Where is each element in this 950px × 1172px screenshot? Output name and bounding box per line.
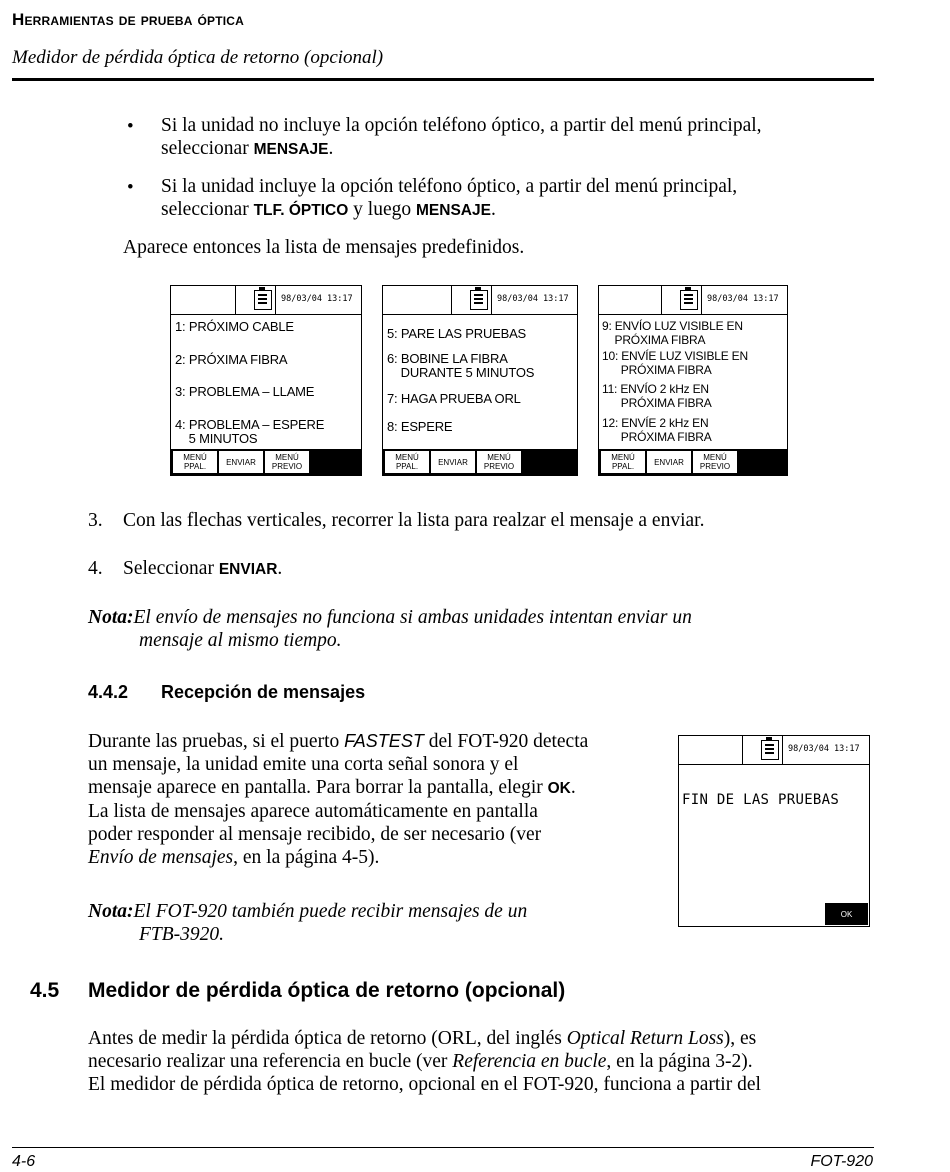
status-bar [171,286,361,315]
step-number: 4. [88,558,103,579]
note: Nota:El envío de mensajes no funciona si ambas unidades intentan enviar un mensaje al mismo tiempo. [88,607,692,651]
message-line: 3: PROBLEMA – LLAME [175,384,315,399]
bullet-line: Si la unidad incluye la opción teléfono óptico, a partir del menú principal, [161,176,738,197]
message-line: PRÓXIMA FIBRA [602,363,712,377]
message-line: 2: PRÓXIMA FIBRA [175,352,288,367]
message-line: 5: PARE LAS PRUEBAS [387,326,527,341]
note-label: Nota: [88,901,134,922]
battery-icon [470,290,488,310]
softkey-bar [599,449,787,475]
step-text: Seleccionar ENVIAR. [123,558,283,579]
cross-reference: Envío de mensajes [88,847,234,868]
key-label: MENSAJE [253,141,329,158]
status-bar [383,286,577,315]
softkey-main-menu[interactable]: MENÚ PPAL. [601,451,645,473]
device-screen [678,735,870,927]
message-line: 10: ENVÍE LUZ VISIBLE EN [602,349,748,363]
message-line: 11: ENVÍO 2 kHz EN [602,382,709,396]
status-bar [679,736,869,765]
datetime: 98/03/04 13:17 [707,294,779,304]
softkey-main-menu[interactable]: MENÚ PPAL. [385,451,429,473]
softkey-send[interactable]: ENVIAR [647,451,691,473]
header-rule [12,78,874,81]
message-line: 1: PRÓXIMO CABLE [175,319,294,334]
battery-icon [254,290,272,310]
softkey-previous-menu[interactable]: MENÚ PREVIO [265,451,309,473]
section-number: 4.5 [30,979,60,1002]
battery-icon [761,740,779,760]
message-line: 9: ENVÍO LUZ VISIBLE EN [602,319,743,333]
key-label: TLF. ÓPTICO [253,202,349,219]
status-bar [599,286,787,315]
softkey-previous-menu[interactable]: MENÚ PREVIO [693,451,737,473]
bullet-dot: • [127,177,134,198]
step-text: Con las flechas verticales, recorrer la lista para realzar el mensaje a enviar. [123,510,705,531]
battery-icon [680,290,698,310]
bullet-item [161,175,881,222]
device-screen [382,285,578,476]
paragraph: Durante las pruebas, si el puerto FASTEST del FOT-920 detecta un mensaje, la unidad emite una corta señal sonora y el mensaje aparece en pantalla. Para borrar la pantalla, elegir OK. La lista de mensajes aparece automáticamente en pantalla poder responder al mensaje recibido, de ser necesario (ver Envío de mensajes, en la página 4-5). [88,731,589,868]
message-line: 12: ENVÍE 2 kHz EN [602,416,709,430]
running-header-title: Herramientas de prueba óptica [12,10,245,29]
datetime: 98/03/04 13:17 [497,294,569,304]
section-heading: Recepción de mensajes [161,682,366,702]
key-label: MENSAJE [416,202,491,219]
product-name: FOT-920 [810,1153,873,1170]
section-heading: Medidor de pérdida óptica de retorno (opcional) [88,979,566,1002]
softkey-bar [383,449,577,475]
term: Optical Return Loss [566,1028,724,1049]
step-number: 3. [88,510,103,531]
softkey-bar [171,449,361,475]
bullet-line: seleccionar MENSAJE. [161,138,334,159]
note: Nota:El FOT-920 también puede recibir mensajes de un FTB-3920. [88,901,528,945]
bullet-item [161,114,881,161]
message-line: DURANTE 5 MINUTOS [387,365,535,380]
softkey-previous-menu[interactable]: MENÚ PREVIO [477,451,521,473]
ok-button[interactable]: OK [825,903,868,925]
softkey-send[interactable]: ENVIAR [219,451,263,473]
message-line: 4: PROBLEMA – ESPERE [175,417,325,432]
device-screen [598,285,788,476]
note-label: Nota: [88,607,134,628]
softkey-main-menu[interactable]: MENÚ PPAL. [173,451,217,473]
paragraph: Antes de medir la pérdida óptica de retorno (ORL, del inglés Optical Return Loss), es necesario realizar una referencia en bucle (ver Referencia en bucle, en la página 3-2). El medidor de pérdida óptica de retorno, opcional en el FOT-920, funciona a partir del [88,1028,761,1095]
message-line: PRÓXIMA FIBRA [602,396,712,410]
datetime: 98/03/04 13:17 [788,744,860,754]
bullet-line: Si la unidad no incluye la opción teléfono óptico, a partir del menú principal, [161,115,762,136]
received-message: FIN DE LAS PRUEBAS [682,792,840,808]
footer-rule [12,1147,874,1148]
datetime: 98/03/04 13:17 [281,294,353,304]
key-label: OK [547,780,571,797]
section-number: 4.4.2 [88,682,129,702]
running-header-subtitle: Medidor de pérdida óptica de retorno (opcional) [12,47,384,68]
message-line: 8: ESPERE [387,419,453,434]
message-line: 7: HAGA PRUEBA ORL [387,391,521,406]
message-line: PRÓXIMA FIBRA [602,333,706,347]
device-screen [170,285,362,476]
key-label: ENVIAR [218,561,278,578]
fastest-port-label: FASTEST [344,731,424,751]
cross-reference: Referencia en bucle [452,1051,607,1072]
bullet-dot: • [127,116,134,137]
softkey-send[interactable]: ENVIAR [431,451,475,473]
message-line: 6: BOBINE LA FIBRA [387,351,508,366]
message-line: 5 MINUTOS [175,431,258,446]
bullet-line: seleccionar TLF. ÓPTICO y luego MENSAJE. [161,199,496,220]
paragraph: Aparece entonces la lista de mensajes predefinidos. [123,237,525,258]
message-line: PRÓXIMA FIBRA [602,430,712,444]
page-number: 4-6 [12,1153,36,1170]
